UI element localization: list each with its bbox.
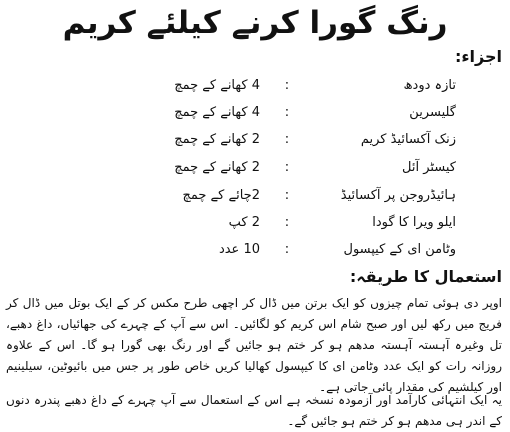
ingredient-quantity: 2 کھانے کے چمچ: [174, 160, 260, 175]
usage-paragraph: اوپر دی ہوئی تمام چیزوں کو ایک برتن میں ڈال کر اچھی طرح مکس کر کے ایک بوتل میں ڈال کر فریج میں رکھ لیں اور صبح شام اس کریم کو لگائیں۔ اس سے آپ کے چہرے کی جھائیاں، داغ دھبے، تل وغیرہ آہستہ آہستہ مدھم ہو کر ختم ہو جائیں گے اور رنگ بھی گورا ہو گا۔ اس کے علاوہ روزانہ رات کو ایک عدد وٹامن ای کا کیپسول کھالیا کریں خاص طور پر جس میں بائیوٹین، سیلینیم اور کیلشیم کی مقدار پائی جاتی ہے۔: [6, 296, 502, 394]
ingredient-row: [0, 156, 510, 180]
ingredient-name: زنک آکسائیڈ کریم: [360, 132, 456, 147]
ingredient-colon: :: [284, 160, 290, 175]
ingredient-colon: :: [284, 242, 290, 257]
ingredient-name: تازہ دودھ: [403, 78, 456, 93]
ingredient-row: [0, 101, 510, 125]
ingredient-name: کیسٹر آئل: [401, 160, 456, 175]
ingredient-colon: :: [284, 78, 290, 93]
usage-heading: استعمال کا طریقہ:: [349, 267, 502, 286]
ingredient-colon: :: [284, 215, 290, 230]
ingredient-colon: :: [284, 132, 290, 147]
ingredient-row: [0, 128, 510, 152]
ingredient-colon: :: [284, 188, 290, 203]
ingredient-quantity: 2 کپ: [228, 215, 260, 230]
ingredient-quantity: 2 کھانے کے چمچ: [174, 132, 260, 147]
ingredient-row: [0, 211, 510, 235]
ingredient-row: [0, 238, 510, 262]
ingredient-quantity: 10 عدد: [218, 242, 260, 257]
ingredient-name: ایلو ویرا کا گودا: [372, 215, 456, 230]
ingredient-colon: :: [284, 105, 290, 120]
ingredients-heading: اجزاء:: [454, 47, 502, 66]
ingredient-row: [0, 184, 510, 208]
ingredient-name: ہائیڈروجن پر آکسائیڈ: [340, 188, 456, 203]
usage-note: یہ ایک انتہائی کارآمد اور آزمودہ نسخہ ہے اس کے استعمال سے آپ چہرے کے داغ دھبے پندرہ دنوں کے اندر ہی مدھم ہو کر ختم ہو جائیں گے۔: [6, 393, 502, 428]
ingredient-quantity: 4 کھانے کے چمچ: [174, 105, 260, 120]
ingredient-row: [0, 74, 510, 98]
ingredient-quantity: 2چائے کے چمچ: [182, 188, 260, 203]
page-title: رنگ گورا کرنے کیلئے کریم: [62, 5, 448, 41]
ingredient-name: وٹامن ای کے کیپسول: [343, 242, 456, 257]
ingredient-name: گلیسرین: [409, 105, 456, 120]
ingredient-quantity: 4 کھانے کے چمچ: [174, 78, 260, 93]
